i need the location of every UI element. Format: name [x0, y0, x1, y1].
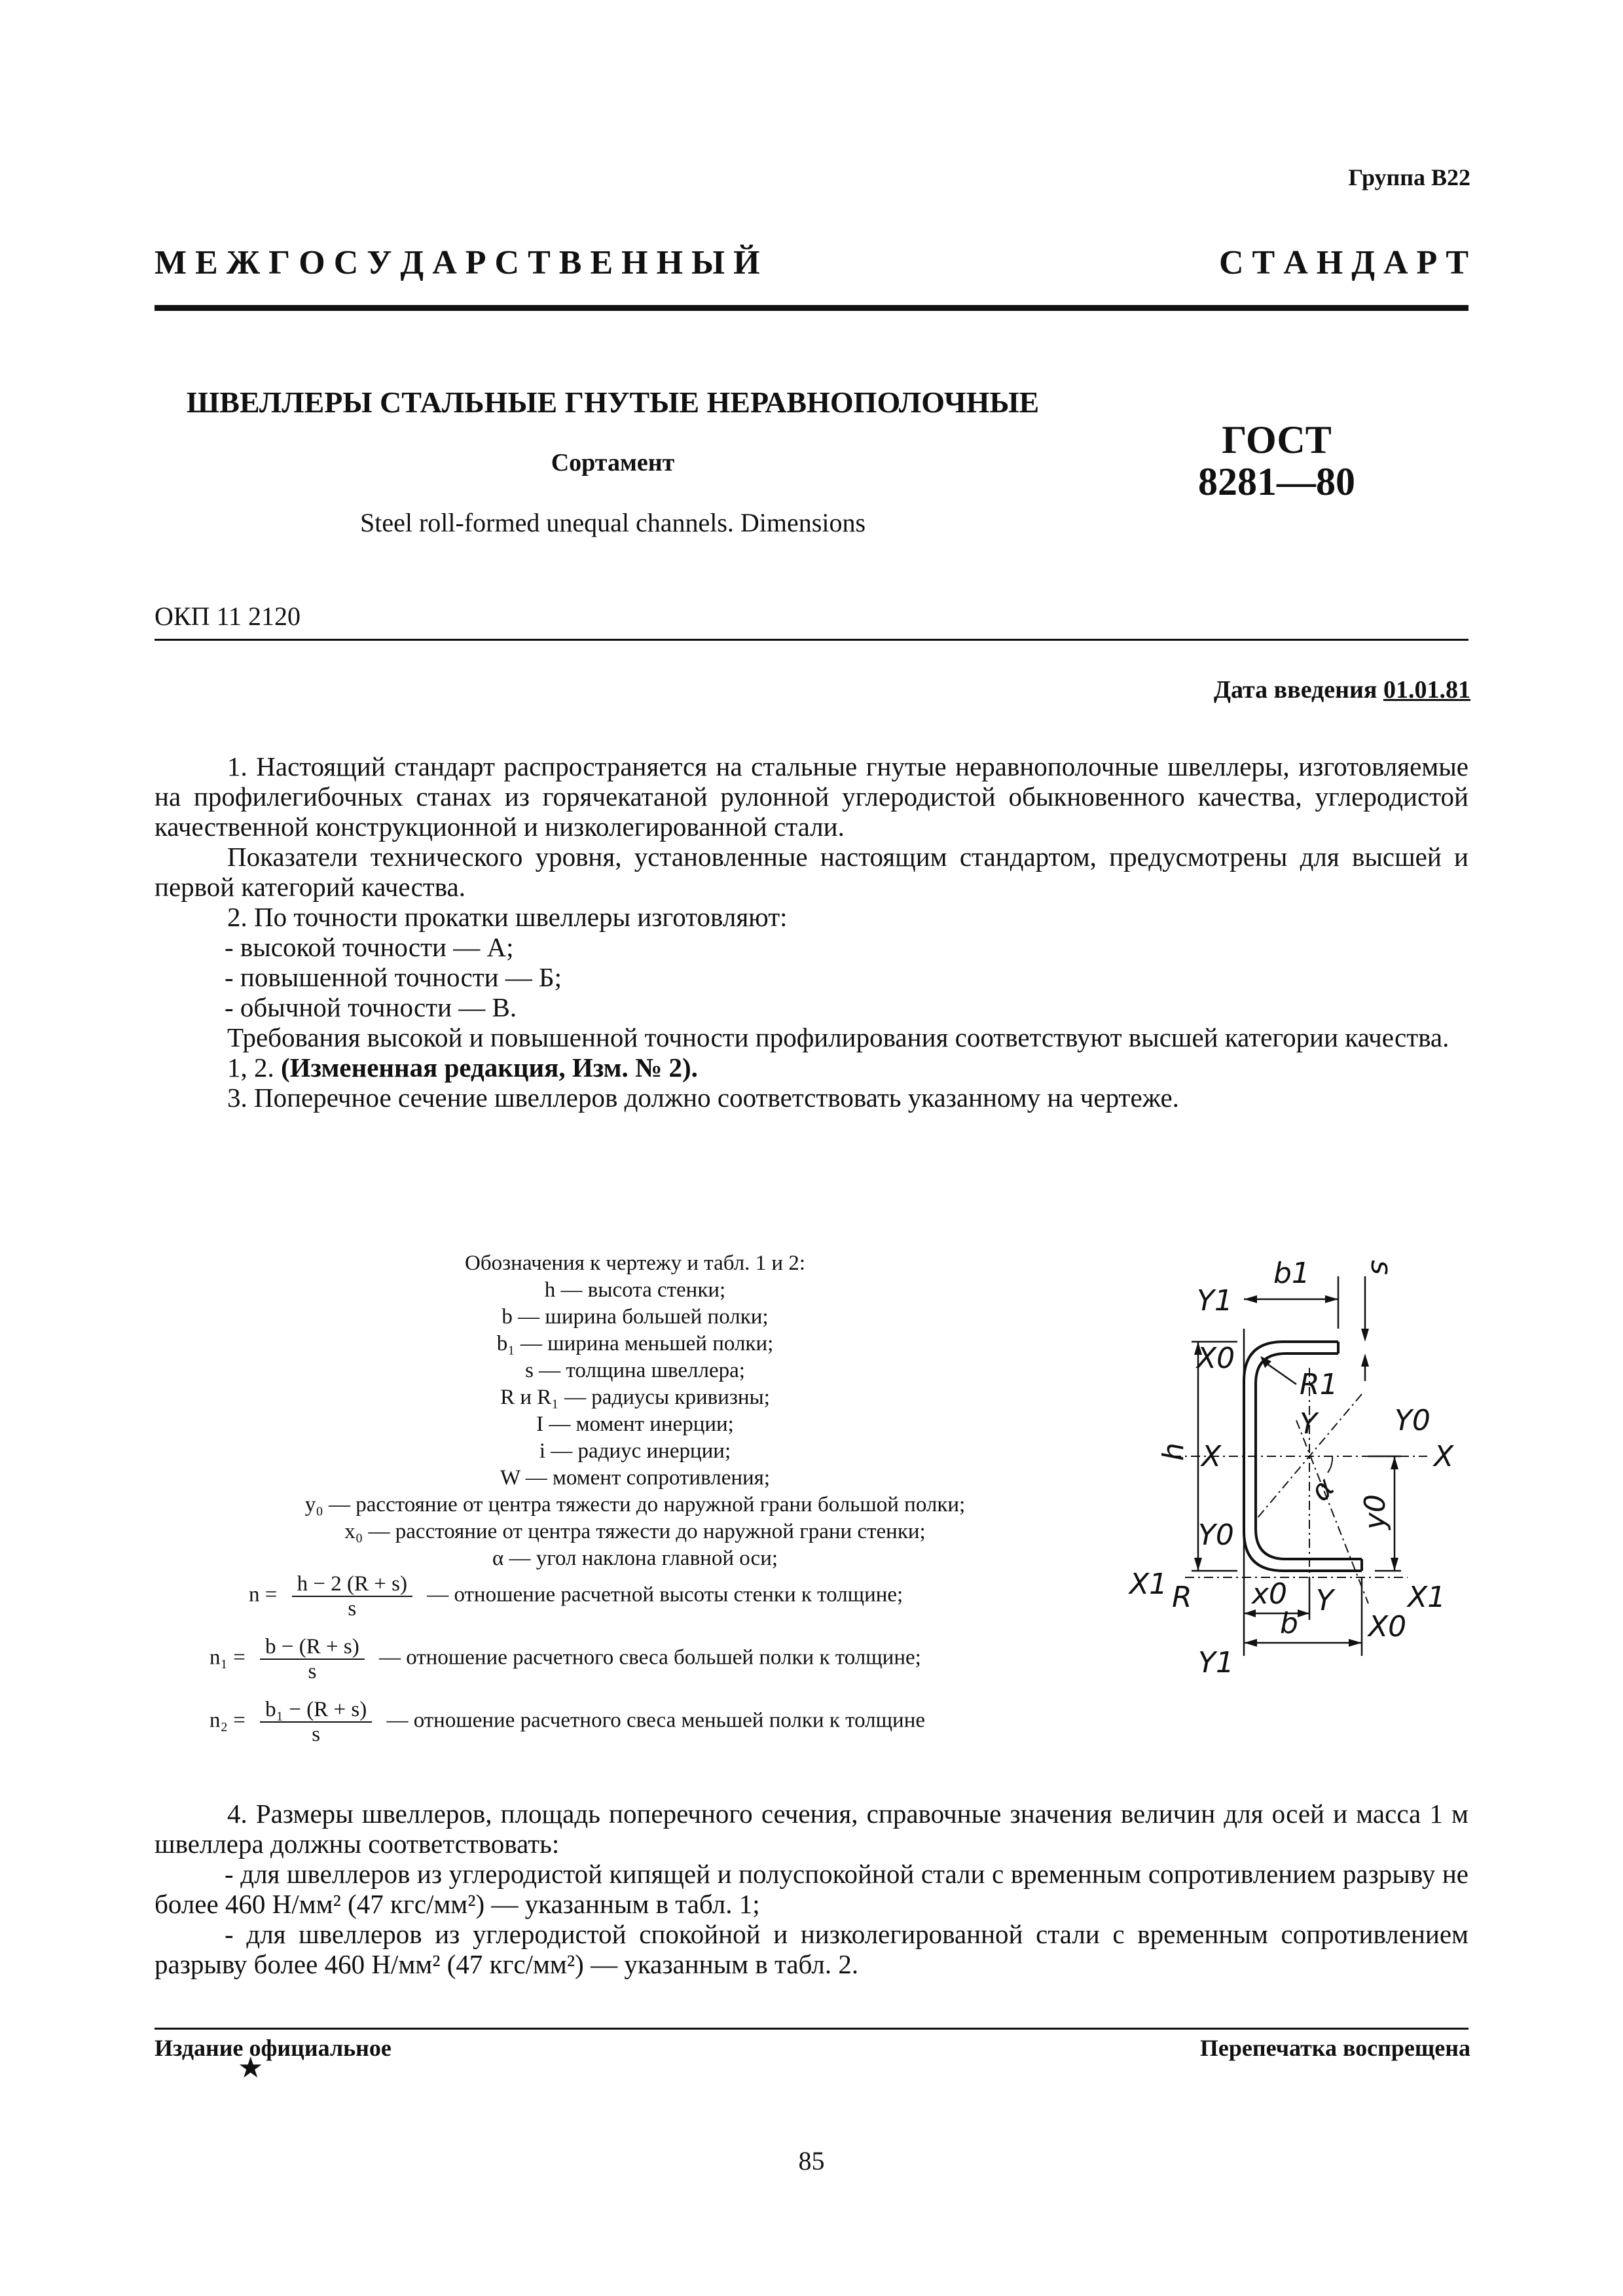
body-section-2 [155, 1799, 1468, 1979]
label-x0-top: X0 [1197, 1342, 1235, 1375]
introduction-date [1214, 675, 1470, 704]
label-h: h [1157, 1443, 1190, 1461]
paragraph-4-table2: - для швеллеров из углеродистой спокойной и низколегированной стали с временным сопротивлением разрыву более 460 Н/мм² (47 кгс/мм²) — указанным в табл. 2. [155, 1919, 1468, 1979]
label-x1-right: X1 [1408, 1581, 1446, 1614]
banner-word-interstate: М Е Ж Г О С У Д А Р С Т В Е Н Н Ы Й [155, 244, 760, 281]
label-r1: R1 [1300, 1368, 1338, 1401]
reprint-prohibited: Перепечатка воспрещена [1199, 2035, 1470, 2061]
label-y1-bottom: Y1 [1198, 1646, 1234, 1679]
formula-n1-desc: — отношение расчетного свеса большей полки к толщине; [378, 1645, 921, 1670]
formula-n-lhs: n = [249, 1583, 278, 1607]
footer-rule [155, 2028, 1468, 2030]
formula-n1-fraction [260, 1635, 365, 1683]
label-y-mid: Y [1300, 1407, 1317, 1441]
accuracy-a: - высокой точности — А; [225, 932, 514, 962]
legend-x0: x₀ — расстояние от центра тяжести до наружной грани стенки; [344, 1520, 926, 1543]
star-icon: ★ [238, 2052, 264, 2084]
formula-n-desc: — отношение расчетной высоты стенки к толщине; [427, 1583, 903, 1607]
formula-n1-numerator: b − (R + s) [260, 1635, 365, 1660]
page-number: 85 [798, 2146, 825, 2176]
formula-n2-lhs: n₂ = [210, 1708, 246, 1732]
formula-n [249, 1572, 903, 1621]
label-x1-left: X1 [1129, 1568, 1168, 1601]
accuracy-b: - повышенной точности — Б; [225, 962, 562, 992]
legend-w: W — момент сопротивления; [500, 1466, 771, 1490]
legend-s: s — толщина швеллера; [525, 1359, 745, 1382]
formula-n-denominator: s [348, 1597, 357, 1621]
legend-h: h — высота стенки; [544, 1278, 726, 1302]
formula-n2-desc: — отношение расчетного свеса меньшей полки к толщине [386, 1708, 926, 1732]
document-title: ШВЕЛЛЕРЫ СТАЛЬНЫЕ ГНУТЫЕ НЕРАВНОПОЛОЧНЫЕ [186, 386, 1040, 419]
official-edition: Издание официальное [155, 2035, 392, 2061]
formula-n1 [210, 1635, 921, 1683]
formula-n2 [210, 1698, 925, 1746]
paragraph-4-table1: - для швеллеров из углеродистой кипящей и полуспокойной стали с временным сопротивлением разрыву не более 460 Н/мм² (47 кгс/мм²) — указанным в табл. 1; [155, 1859, 1468, 1919]
formula-n2-fraction [260, 1698, 372, 1746]
label-y0-low: Y0 [1198, 1518, 1234, 1552]
okp-code: ОКП 11 2120 [155, 601, 301, 631]
standard-banner [155, 243, 1468, 282]
formula-n1-denominator: s [308, 1660, 317, 1683]
label-s: s [1364, 1260, 1398, 1275]
formula-n1-lhs: n₁ = [210, 1645, 246, 1670]
okp-rule [155, 639, 1468, 641]
legend-heading: Обозначения к чертежу и табл. 1 и 2: [465, 1251, 805, 1275]
date-value: 01.01.81 [1383, 676, 1470, 704]
gost-number [1185, 419, 1368, 503]
formula-n-fraction [292, 1572, 412, 1621]
paragraph-4: 4. Размеры швеллеров, площадь поперечного сечения, справочные значения величин для осей и масса 1 м швеллера должны соответствовать: [155, 1799, 1468, 1859]
legend-r: R и R₁ — радиусы кривизны; [500, 1386, 770, 1409]
formula-n2-numerator: b₁ − (R + s) [260, 1698, 372, 1723]
label-b: b [1280, 1607, 1298, 1640]
label-b1: b1 [1273, 1257, 1310, 1290]
body-section-1 [155, 751, 1468, 1113]
legend-b: b — ширина большей полки; [501, 1305, 769, 1329]
paragraph-1: 1. Настоящий стандарт распространяется на стальные гнутые неравнополочные швеллеры, изготовляемые на профилегибочных станах из горячекатаной рулонной углеродистой обыкновенного качества, углеродистой качественной конструкционной и низколегированной стали. [155, 751, 1468, 842]
header-rule [155, 305, 1468, 311]
gost-label: ГОСТ [1222, 418, 1332, 461]
legend-alpha: α — угол наклона главной оси; [492, 1547, 778, 1570]
label-x-right: X [1434, 1440, 1454, 1473]
axis-x0 [1296, 1420, 1368, 1604]
label-x-left: X [1201, 1440, 1222, 1473]
english-title: Steel roll-formed unequal channels. Dimensions [359, 508, 866, 537]
channel-cross-section-drawing [1100, 1237, 1480, 1695]
gost-code: 8281—80 [1198, 460, 1355, 503]
legend-i-radius: i — радиус инерции; [539, 1439, 731, 1463]
legend-y0: y₀ — расстояние от центра тяжести до наружной грани большой полки; [304, 1493, 966, 1516]
label-y0-axis: Y0 [1395, 1404, 1431, 1437]
document-subtitle: Сортамент [551, 449, 675, 476]
paragraph-2: Показатели технического уровня, установленные настоящим стандартом, предусмотрены для высшей и первой категорий качества. [155, 842, 1468, 902]
formula-block [210, 1572, 1087, 1768]
label-y-low: Y [1316, 1584, 1334, 1617]
label-r: R [1172, 1581, 1192, 1614]
label-y0-dim: y0 [1359, 1494, 1392, 1530]
label-x0-dim: x0 [1252, 1577, 1288, 1611]
formula-n2-denominator: s [312, 1723, 321, 1746]
paragraph-3: 2. По точности прокатки швеллеры изготовляют: [227, 902, 788, 932]
drawing-legend [196, 1250, 1074, 1572]
revision-prefix: 1, 2. [227, 1052, 281, 1083]
label-y1-top: Y1 [1197, 1284, 1233, 1318]
paragraph-3-section: 3. Поперечное сечение швеллеров должно соответствовать указанному на чертеже. [227, 1083, 1179, 1113]
banner-word-standard: С Т А Н Д А Р Т [1218, 244, 1468, 281]
paragraph-revision [155, 1052, 1468, 1083]
date-label: Дата введения [1213, 676, 1377, 704]
revision-note: (Измененная редакция, Изм. № 2). [281, 1052, 698, 1083]
group-code: Группа В22 [1348, 164, 1470, 190]
legend-b1: b₁ — ширина меньшей полки; [496, 1332, 774, 1355]
formula-n-numerator: h − 2 (R + s) [292, 1572, 412, 1597]
accuracy-c: - обычной точности — В. [225, 992, 517, 1022]
paragraph-requirements: Требования высокой и повышенной точности профилирования соответствуют высшей категории качества. [227, 1022, 1450, 1052]
legend-i-moment: I — момент инерции; [536, 1412, 734, 1436]
label-alpha: α [1304, 1471, 1341, 1508]
label-x0-low: X0 [1368, 1610, 1407, 1643]
